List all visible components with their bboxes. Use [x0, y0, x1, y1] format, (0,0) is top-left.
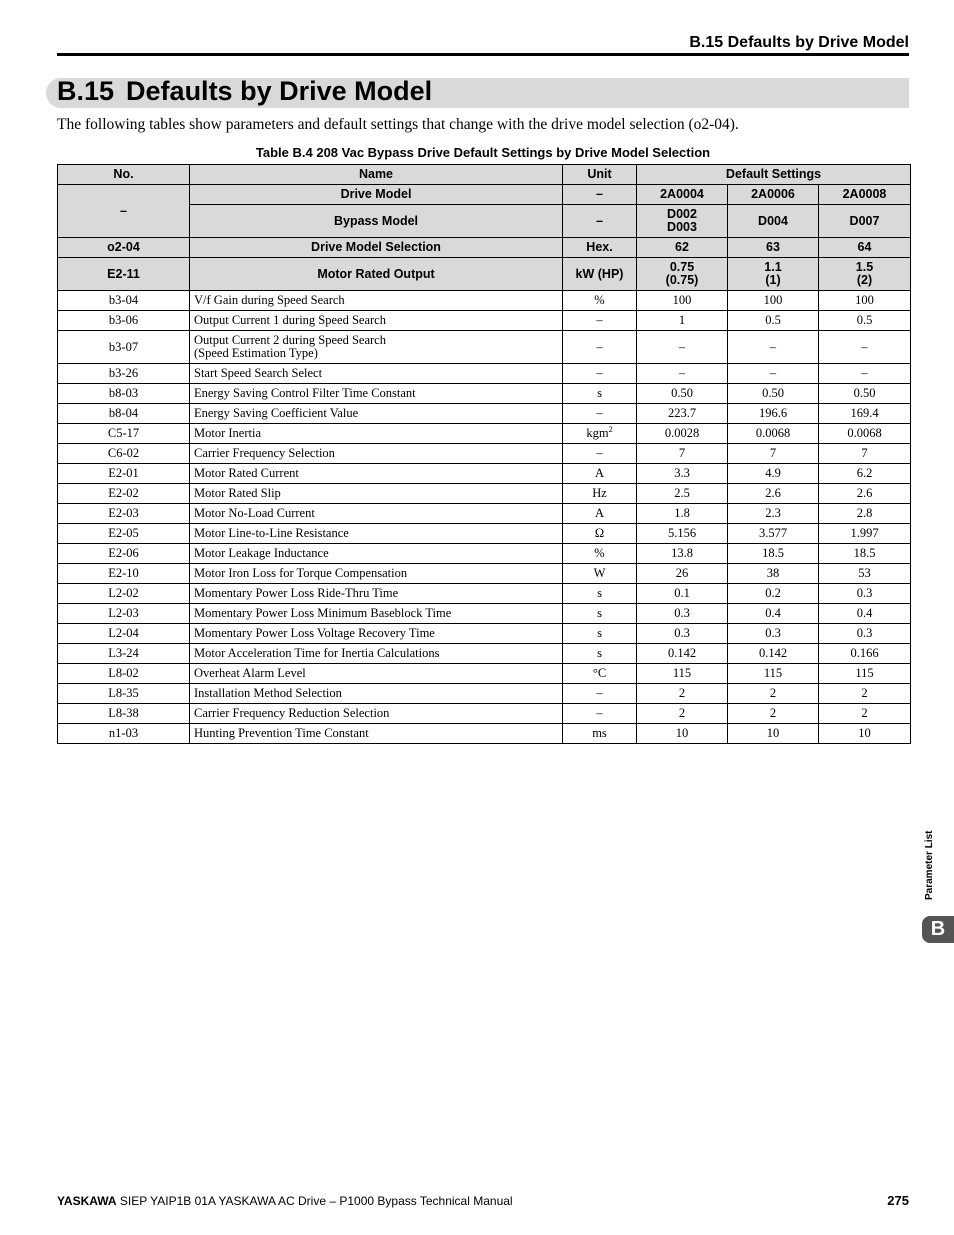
rated-output-name: Motor Rated Output: [190, 258, 563, 291]
param-value: 2: [637, 684, 728, 704]
param-value: 0.3: [637, 604, 728, 624]
rated-output-value: [637, 258, 728, 291]
param-name: [190, 664, 563, 684]
bypass-model-line: D002: [667, 207, 697, 221]
param-value: 2: [728, 704, 819, 724]
rated-output-unit: kW (HP): [563, 258, 637, 291]
param-name-text: Carrier Frequency Reduction Selection: [194, 706, 390, 720]
param-name-text: Overheat Alarm Level: [194, 666, 306, 680]
param-value: 0.2: [728, 584, 819, 604]
param-value: 26: [637, 564, 728, 584]
param-value: 7: [728, 444, 819, 464]
param-value: 18.5: [728, 544, 819, 564]
param-unit: [563, 684, 637, 704]
param-name-text: Energy Saving Coefficient Value: [194, 406, 359, 420]
table-row: [58, 504, 911, 524]
model-selection-unit: Hex.: [563, 238, 637, 258]
param-no: L2-03: [58, 604, 190, 624]
param-value: 100: [637, 291, 728, 311]
param-name-text: Installation Method Selection: [194, 686, 342, 700]
table-row: [58, 444, 911, 464]
section-title-text: Defaults by Drive Model: [126, 76, 433, 106]
param-value: 13.8: [637, 544, 728, 564]
table-row: [58, 484, 911, 504]
param-no: b3-06: [58, 311, 190, 331]
param-unit-sup: 2: [608, 424, 613, 434]
drive-model-no: –: [58, 185, 190, 238]
param-name: [190, 564, 563, 584]
header-unit: Unit: [563, 165, 637, 185]
param-value: 196.6: [728, 404, 819, 424]
param-name-text: Motor No-Load Current: [194, 506, 315, 520]
section-title: [57, 76, 432, 107]
param-unit: [563, 724, 637, 744]
footer-brand: YASKAWA: [57, 1194, 117, 1208]
running-header: B.15 Defaults by Drive Model: [689, 34, 909, 51]
param-unit: [563, 291, 637, 311]
param-value: 2: [819, 704, 911, 724]
param-no: C5-17: [58, 424, 190, 444]
param-no: L3-24: [58, 644, 190, 664]
param-value: 0.0028: [637, 424, 728, 444]
param-no: b3-07: [58, 331, 190, 364]
table-row: [58, 664, 911, 684]
param-no: E2-10: [58, 564, 190, 584]
param-unit-text: °C: [592, 666, 607, 680]
param-value: 4.9: [728, 464, 819, 484]
param-value: 100: [728, 291, 819, 311]
param-unit: [563, 644, 637, 664]
param-unit: [563, 564, 637, 584]
param-value: 2: [637, 704, 728, 724]
side-tab-label: [922, 830, 936, 990]
param-value: 38: [728, 564, 819, 584]
param-no: L8-02: [58, 664, 190, 684]
param-name: [190, 384, 563, 404]
rated-output-no: E2-11: [58, 258, 190, 291]
rated-output-hp: (2): [856, 273, 873, 287]
rated-output-value: [728, 258, 819, 291]
param-value: 18.5: [819, 544, 911, 564]
param-value: –: [728, 364, 819, 384]
param-unit-text: %: [594, 293, 605, 307]
table-row: [58, 544, 911, 564]
param-value: 0.5: [728, 311, 819, 331]
param-unit: [563, 704, 637, 724]
table-row: [58, 604, 911, 624]
param-name: [190, 444, 563, 464]
param-unit-text: W: [593, 566, 606, 580]
param-value: –: [819, 364, 911, 384]
model-selection-name: Drive Model Selection: [190, 238, 563, 258]
model-selection-row: [58, 238, 911, 258]
table-caption: Table B.4 208 Vac Bypass Drive Default Settings by Drive Model Selection: [255, 145, 711, 160]
param-unit: [563, 664, 637, 684]
param-name: [190, 524, 563, 544]
rated-output-hp: (1): [765, 273, 781, 287]
param-unit-text: s: [597, 606, 602, 620]
param-unit-text: s: [597, 626, 602, 640]
param-name-text: Motor Rated Current: [194, 466, 299, 480]
param-name-text: Motor Acceleration Time for Inertia Calculations: [194, 646, 440, 660]
table-row: [58, 564, 911, 584]
param-name: [190, 544, 563, 564]
rated-output-kw: 1.5: [855, 260, 874, 274]
param-unit: [563, 604, 637, 624]
param-no: b3-26: [58, 364, 190, 384]
param-unit: [563, 624, 637, 644]
param-value: –: [728, 331, 819, 364]
param-value: 115: [637, 664, 728, 684]
header-rule: [57, 53, 909, 56]
table-row: [58, 524, 911, 544]
param-unit: [563, 404, 637, 424]
param-value: 10: [728, 724, 819, 744]
param-name-text: Output Current 1 during Speed Search: [194, 313, 386, 327]
table-row: [58, 644, 911, 664]
param-no: L8-35: [58, 684, 190, 704]
param-value: 0.50: [819, 384, 911, 404]
param-name: [190, 464, 563, 484]
param-value: 1: [637, 311, 728, 331]
param-unit-text: –: [596, 366, 603, 380]
param-name: [190, 684, 563, 704]
bypass-model-name: Bypass Model: [190, 205, 563, 238]
header-default-settings: Default Settings: [637, 165, 911, 185]
param-name: [190, 291, 563, 311]
table-row: [58, 424, 911, 444]
rated-output-hp: (0.75): [665, 273, 699, 287]
param-name-text: Hunting Prevention Time Constant: [194, 726, 369, 740]
param-unit-text: s: [597, 586, 602, 600]
param-no: E2-01: [58, 464, 190, 484]
table-row: [58, 704, 911, 724]
param-value: 5.156: [637, 524, 728, 544]
bypass-model-unit: –: [563, 205, 637, 238]
param-unit-text: kgm: [586, 426, 609, 440]
rated-output-kw: 1.1: [764, 260, 782, 274]
param-no: n1-03: [58, 724, 190, 744]
bypass-model-line: D007: [849, 213, 880, 228]
param-value: 2.3: [728, 504, 819, 524]
param-unit: [563, 484, 637, 504]
param-name: [190, 504, 563, 524]
table-header-row: [58, 165, 911, 185]
param-value: 0.0068: [819, 424, 911, 444]
param-value: 2: [819, 684, 911, 704]
param-value: 0.3: [819, 584, 911, 604]
param-name-text: Momentary Power Loss Voltage Recovery Time: [194, 626, 435, 640]
param-no: E2-05: [58, 524, 190, 544]
param-name-text: Motor Leakage Inductance: [194, 546, 329, 560]
param-value: –: [819, 331, 911, 364]
param-no: E2-06: [58, 544, 190, 564]
param-value: 3.577: [728, 524, 819, 544]
param-name-text: Momentary Power Loss Minimum Baseblock Time: [194, 606, 452, 620]
table-row: [58, 331, 911, 364]
param-unit: [563, 584, 637, 604]
page-number: 275: [887, 1193, 909, 1208]
model-selection-value: 62: [637, 238, 728, 258]
header-no: No.: [58, 165, 190, 185]
param-value: 2: [728, 684, 819, 704]
drive-model-row: [58, 185, 911, 205]
param-value: 0.50: [728, 384, 819, 404]
model-selection-no: o2-04: [58, 238, 190, 258]
table-row: [58, 624, 911, 644]
param-unit: [563, 384, 637, 404]
footer: [57, 1194, 513, 1208]
param-unit-text: A: [594, 466, 605, 480]
param-no: C6-02: [58, 444, 190, 464]
bypass-model-value: [637, 205, 728, 238]
bypass-model-value: [819, 205, 911, 238]
rated-output-value: [819, 258, 911, 291]
bypass-model-value: [728, 205, 819, 238]
param-unit: [563, 444, 637, 464]
param-unit: [563, 524, 637, 544]
bypass-model-line: D004: [758, 213, 788, 228]
param-name-text: Motor Rated Slip: [194, 486, 281, 500]
param-value: 115: [819, 664, 911, 684]
param-name: [190, 724, 563, 744]
drive-model-value: 2A0004: [637, 185, 728, 205]
param-name: [190, 584, 563, 604]
param-name: [190, 331, 563, 364]
param-value: 0.0068: [728, 424, 819, 444]
bypass-model-line: D003: [667, 220, 697, 234]
table-row: [58, 364, 911, 384]
param-no: L8-38: [58, 704, 190, 724]
param-unit: [563, 544, 637, 564]
param-value: 0.5: [819, 311, 911, 331]
param-value: 223.7: [637, 404, 728, 424]
model-selection-value: 63: [728, 238, 819, 258]
param-no: b3-04: [58, 291, 190, 311]
param-unit: [563, 504, 637, 524]
table-row: [58, 724, 911, 744]
param-unit-text: –: [596, 313, 603, 327]
table-row: [58, 291, 911, 311]
param-name-text: V/f Gain during Speed Search: [194, 293, 345, 307]
footer-text: SIEP YAIP1B 01A YASKAWA AC Drive – P1000 Bypass Technical Manual: [116, 1194, 513, 1208]
drive-model-unit: –: [563, 185, 637, 205]
chapter-tab[interactable]: B: [922, 916, 954, 943]
param-value: 0.1: [637, 584, 728, 604]
param-name-text: Motor Iron Loss for Torque Compensation: [194, 566, 408, 580]
param-unit-text: s: [597, 386, 602, 400]
param-value: 3.3: [637, 464, 728, 484]
param-name: [190, 624, 563, 644]
param-value: 0.142: [637, 644, 728, 664]
param-value: –: [637, 331, 728, 364]
param-unit-text: –: [596, 686, 603, 700]
drive-model-value: 2A0008: [819, 185, 911, 205]
param-unit: [563, 364, 637, 384]
param-name-text: Energy Saving Control Filter Time Constant: [194, 386, 416, 400]
param-value: 0.4: [728, 604, 819, 624]
table-row: [58, 684, 911, 704]
param-name-text: Output Current 2 during Speed Search: [194, 333, 386, 347]
param-value: 0.3: [819, 624, 911, 644]
drive-model-name: Drive Model: [190, 185, 563, 205]
param-name-text: Motor Line-to-Line Resistance: [194, 526, 349, 540]
param-no: b8-03: [58, 384, 190, 404]
param-value: 53: [819, 564, 911, 584]
param-value: 2.6: [728, 484, 819, 504]
param-unit-text: –: [596, 339, 603, 354]
table-row: [58, 584, 911, 604]
side-tab-label-text: Parameter List: [924, 830, 935, 900]
param-value: 2.5: [637, 484, 728, 504]
param-value: 1.8: [637, 504, 728, 524]
param-name: [190, 364, 563, 384]
param-unit-text: Ω: [594, 526, 605, 540]
param-value: 115: [728, 664, 819, 684]
param-name-text: Momentary Power Loss Ride-Thru Time: [194, 586, 399, 600]
param-value: 0.166: [819, 644, 911, 664]
header-name: Name: [190, 165, 563, 185]
section-number: B.15: [57, 76, 115, 106]
param-value: 0.142: [728, 644, 819, 664]
param-value: 1.997: [819, 524, 911, 544]
model-selection-value: 64: [819, 238, 911, 258]
param-name: [190, 311, 563, 331]
param-no: L2-02: [58, 584, 190, 604]
param-unit-text: –: [596, 446, 603, 460]
param-name: [190, 644, 563, 664]
param-value: 2.6: [819, 484, 911, 504]
param-name-text: (Speed Estimation Type): [194, 346, 318, 360]
param-unit: [563, 311, 637, 331]
param-value: 7: [819, 444, 911, 464]
rated-output-row: [58, 258, 911, 291]
param-unit-text: –: [596, 406, 603, 420]
param-value: 0.3: [637, 624, 728, 644]
param-no: L2-04: [58, 624, 190, 644]
param-value: 100: [819, 291, 911, 311]
param-name-text: Carrier Frequency Selection: [194, 446, 335, 460]
param-unit-text: Hz: [592, 486, 607, 500]
param-value: 169.4: [819, 404, 911, 424]
param-unit: [563, 464, 637, 484]
defaults-table: [57, 164, 911, 744]
param-value: 10: [637, 724, 728, 744]
intro-paragraph: The following tables show parameters and default settings that change with the drive model selection (o2-04).: [57, 116, 739, 133]
param-name: [190, 604, 563, 624]
param-unit: [563, 424, 637, 444]
param-name-text: Start Speed Search Select: [194, 366, 323, 380]
param-unit-text: A: [594, 506, 605, 520]
param-no: E2-03: [58, 504, 190, 524]
param-value: 0.4: [819, 604, 911, 624]
param-value: 6.2: [819, 464, 911, 484]
param-unit-text: –: [596, 706, 603, 720]
param-name: [190, 424, 563, 444]
param-no: b8-04: [58, 404, 190, 424]
param-name: [190, 704, 563, 724]
param-no: E2-02: [58, 484, 190, 504]
param-value: 2.8: [819, 504, 911, 524]
table-row: [58, 384, 911, 404]
param-name: [190, 484, 563, 504]
param-name-text: Motor Inertia: [194, 426, 261, 440]
param-value: –: [637, 364, 728, 384]
param-unit-text: ms: [592, 726, 607, 740]
drive-model-value: 2A0006: [728, 185, 819, 205]
param-unit-text: %: [594, 546, 605, 560]
param-value: 0.3: [728, 624, 819, 644]
param-unit-text: s: [597, 646, 602, 660]
param-name: [190, 404, 563, 424]
table-row: [58, 464, 911, 484]
table-row: [58, 404, 911, 424]
param-value: 7: [637, 444, 728, 464]
param-unit: [563, 331, 637, 364]
param-value: 10: [819, 724, 911, 744]
rated-output-kw: 0.75: [669, 260, 695, 274]
table-row: [58, 311, 911, 331]
param-value: 0.50: [637, 384, 728, 404]
